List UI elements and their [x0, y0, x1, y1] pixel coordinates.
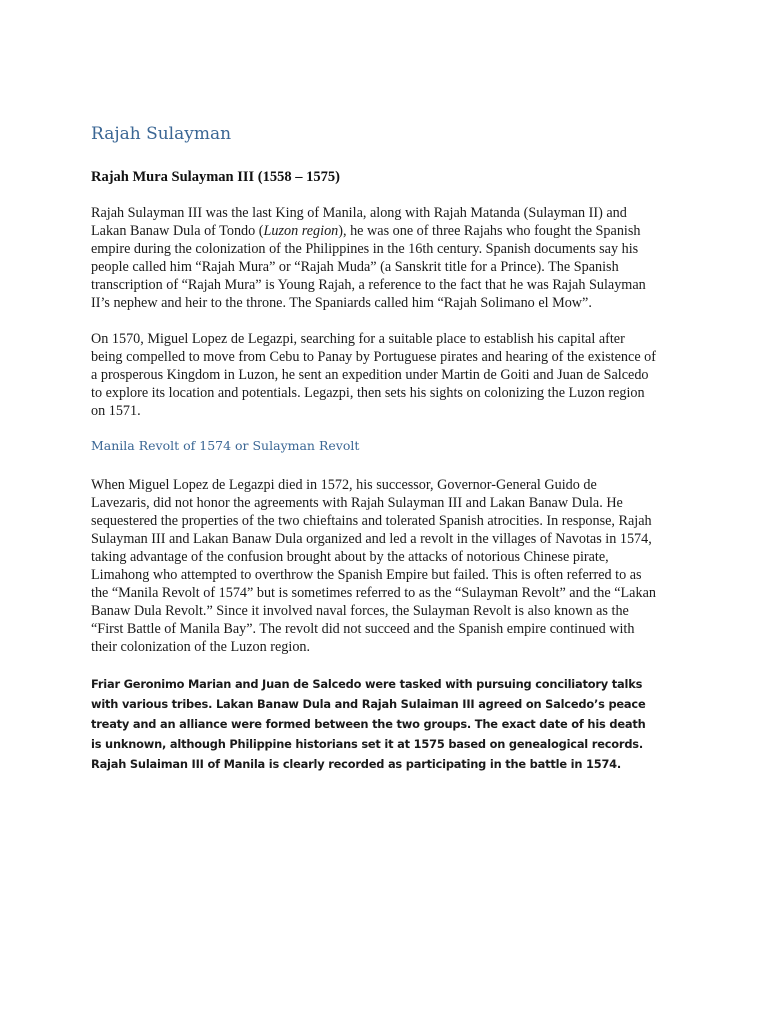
document-body — [91, 124, 656, 774]
paragraph-intro — [91, 204, 656, 312]
paragraph-intro-italic: Luzon region — [263, 223, 339, 239]
section-heading: Manila Revolt of 1574 or Sulayman Revolt — [91, 438, 360, 453]
paragraph-intro-text-end: ), he was one of three Rajahs who fought the Spanish empire during the colonization of the Philippines in the 16th century. Spanish documents say his people called him “Rajah Mura” or “Rajah Muda” (a Sanskrit title for a Prince). The Spanish transcription of “Rajah Mura” is Young Rajah, a reference to the fact that he was Rajah Sulayman II’s nephew and heir to the throne. The Spaniards called him “Rajah Solimano el Mow”. — [91, 223, 646, 311]
paragraph-legazpi: On 1570, Miguel Lopez de Legazpi, searching for a suitable place to establish his capital after being compelled to move from Cebu to Panay by Portuguese pirates and hearing of the existence of a prosperous Kingdom in Luzon, he sent an expedition under Martin de Goiti and Juan de Salcedo to explore its location and potentials. Legazpi, then sets his sights on colonizing the Luzon region on 1571. — [91, 331, 656, 419]
paragraph-revolt: When Miguel Lopez de Legazpi died in 1572, his successor, Governor-General Guido de Lavezaris, did not honor the agreements with Rajah Sulayman III and Lakan Banaw Dula. He sequestered the properties of the two chieftains and tolerated Spanish atrocities. In response, Rajah Sulayman III and Lakan Banaw Dula organized and led a revolt in the villages of Navotas in 1574, taking advantage of the confusion brought about by the attacks of notorious Chinese pirate, Limahong who attempted to overthrow the Spanish Empire but failed. This is often referred to as the “Manila Revolt of 1574” but is sometimes referred to as the “Sulayman Revolt” and the “Lakan Banaw Dula Revolt.” Since it involved naval forces, the Sulayman Revolt is also known as the “First Battle of Manila Bay”. The revolt did not succeed and the Spanish empire continued with their colonization of the Luzon region. — [91, 477, 656, 655]
document-subtitle: Rajah Mura Sulayman III (1558 – 1575) — [91, 169, 340, 185]
document-title: Rajah Sulayman — [91, 124, 232, 144]
paragraph-intro-text: Rajah Sulayman III was the last King of Manila, along with Rajah Matanda (Sulayman II) and Lakan Banaw Dula of Tondo ( — [91, 205, 627, 239]
paragraph-peace-treaty: Friar Geronimo Marian and Juan de Salcedo were tasked with pursuing conciliatory talks with various tribes. Lakan Banaw Dula and Rajah Sulaiman III agreed on Salcedo’s peace treaty and an alliance were formed between the two groups. The exact date of his death is unknown, although Philippine historians set it at 1575 based on genealogical records. Rajah Sulaiman III of Manila is clearly recorded as participating in the battle in 1574. — [91, 677, 646, 771]
